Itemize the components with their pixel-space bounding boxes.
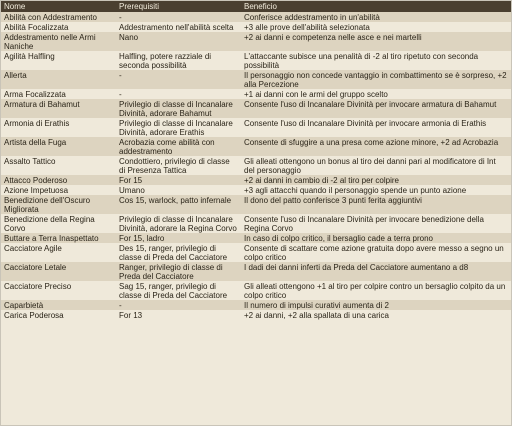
cell-prerequisiti: - <box>116 300 241 310</box>
cell-nome: Allerta <box>1 70 116 89</box>
cell-nome: Cacciatore Letale <box>1 262 116 281</box>
cell-nome: Armonia di Erathis <box>1 118 116 137</box>
cell-prerequisiti: For 15 <box>116 175 241 185</box>
cell-nome: Armatura di Bahamut <box>1 99 116 118</box>
cell-beneficio: Conferisce addestramento in un'abilità <box>241 12 511 22</box>
cell-beneficio: L'attaccante subisce una penalità di -2 al tiro ripetuto con seconda possibilità <box>241 51 511 70</box>
cell-beneficio: +3 agli attacchi quando il personaggio spende un punto azione <box>241 185 511 195</box>
cell-nome: Attacco Poderoso <box>1 175 116 185</box>
cell-prerequisiti: For 15, ladro <box>116 233 241 243</box>
cell-beneficio: +1 ai danni con le armi del gruppo scelto <box>241 89 511 99</box>
cell-nome: Benedizione dell'Oscuro Migliorata <box>1 195 116 214</box>
cell-beneficio: +2 ai danni in cambio di -2 al tiro per colpire <box>241 175 511 185</box>
cell-beneficio: Consente l'uso di Incanalare Divinità per invocare armatura di Bahamut <box>241 99 511 118</box>
cell-nome: Benedizione della Regina Corvo <box>1 214 116 233</box>
cell-prerequisiti: Acrobazia come abilità con addestramento <box>116 137 241 156</box>
cell-beneficio: Consente di scattare come azione gratuita dopo avere messo a segno un colpo critico <box>241 243 511 262</box>
cell-beneficio: Il numero di impulsi curativi aumenta di 2 <box>241 300 511 310</box>
cell-beneficio: Consente di sfuggire a una presa come azione minore, +2 ad Acrobazia <box>241 137 511 156</box>
cell-nome: Assalto Tattico <box>1 156 116 175</box>
cell-beneficio: Gli alleati ottengono +1 al tiro per colpire contro un bersaglio colpito da un colpo critico <box>241 281 511 300</box>
cell-beneficio: Il dono del patto conferisce 3 punti ferita aggiuntivi <box>241 195 511 214</box>
cell-prerequisiti: Ranger, privilegio di classe di Preda del Cacciatore <box>116 262 241 281</box>
cell-beneficio: Consente l'uso di Incanalare Divinità per invocare benedizione della Regina Corvo <box>241 214 511 233</box>
cell-prerequisiti: For 13 <box>116 310 241 320</box>
cell-beneficio: I dadi dei danni inferti da Preda del Cacciatore aumentano a d8 <box>241 262 511 281</box>
cell-prerequisiti: Privilegio di classe di Incanalare Divinità, adorare Bahamut <box>116 99 241 118</box>
header-beneficio: Beneficio <box>241 1 511 12</box>
cell-beneficio: +2 ai danni e competenza nelle asce e nei martelli <box>241 32 511 51</box>
cell-beneficio: Consente l'uso di Incanalare Divinità per invocare armonia di Erathis <box>241 118 511 137</box>
cell-nome: Abilità Focalizzata <box>1 22 116 32</box>
cell-nome: Azione Impetuosa <box>1 185 116 195</box>
cell-prerequisiti: Nano <box>116 32 241 51</box>
cell-nome: Abilità con Addestramento <box>1 12 116 22</box>
cell-prerequisiti: Cos 15, warlock, patto infernale <box>116 195 241 214</box>
header-prerequisiti: Prerequisiti <box>116 1 241 12</box>
cell-nome: Cacciatore Agile <box>1 243 116 262</box>
cell-nome: Addestramento nelle Armi Naniche <box>1 32 116 51</box>
cell-nome: Carica Poderosa <box>1 310 116 320</box>
cell-nome: Caparbietà <box>1 300 116 310</box>
cell-beneficio: Il personaggio non concede vantaggio in combattimento se è sorpreso, +2 alla Percezione <box>241 70 511 89</box>
cell-prerequisiti: Halfling, potere razziale di seconda possibilità <box>116 51 241 70</box>
cell-prerequisiti: Addestramento nell'abilità scelta <box>116 22 241 32</box>
feats-table <box>1 1 511 320</box>
cell-prerequisiti: Privilegio di classe di Incanalare Divinità, adorare Erathis <box>116 118 241 137</box>
cell-prerequisiti: - <box>116 12 241 22</box>
cell-beneficio: +3 alle prove dell'abilità selezionata <box>241 22 511 32</box>
cell-beneficio: In caso di colpo critico, il bersaglio cade a terra prono <box>241 233 511 243</box>
cell-beneficio: Gli alleati ottengono un bonus al tiro dei danni pari al modificatore di Int del personaggio <box>241 156 511 175</box>
cell-prerequisiti: - <box>116 89 241 99</box>
cell-prerequisiti: Condottiero, privilegio di classe di Presenza Tattica <box>116 156 241 175</box>
cell-nome: Cacciatore Preciso <box>1 281 116 300</box>
cell-nome: Arma Focalizzata <box>1 89 116 99</box>
cell-prerequisiti: Sag 15, ranger, privilegio di classe di Preda del Cacciatore <box>116 281 241 300</box>
header-nome: Nome <box>1 1 116 12</box>
cell-nome: Artista della Fuga <box>1 137 116 156</box>
cell-prerequisiti: Umano <box>116 185 241 195</box>
cell-prerequisiti: - <box>116 70 241 89</box>
cell-beneficio: +2 ai danni, +2 alla spallata di una carica <box>241 310 511 320</box>
cell-prerequisiti: Privilegio di classe di Incanalare Divinità, adorare la Regina Corvo <box>116 214 241 233</box>
cell-prerequisiti: Des 15, ranger, privilegio di classe di Preda del Cacciatore <box>116 243 241 262</box>
cell-nome: Buttare a Terra Inaspettato <box>1 233 116 243</box>
cell-nome: Agilità Halfling <box>1 51 116 70</box>
